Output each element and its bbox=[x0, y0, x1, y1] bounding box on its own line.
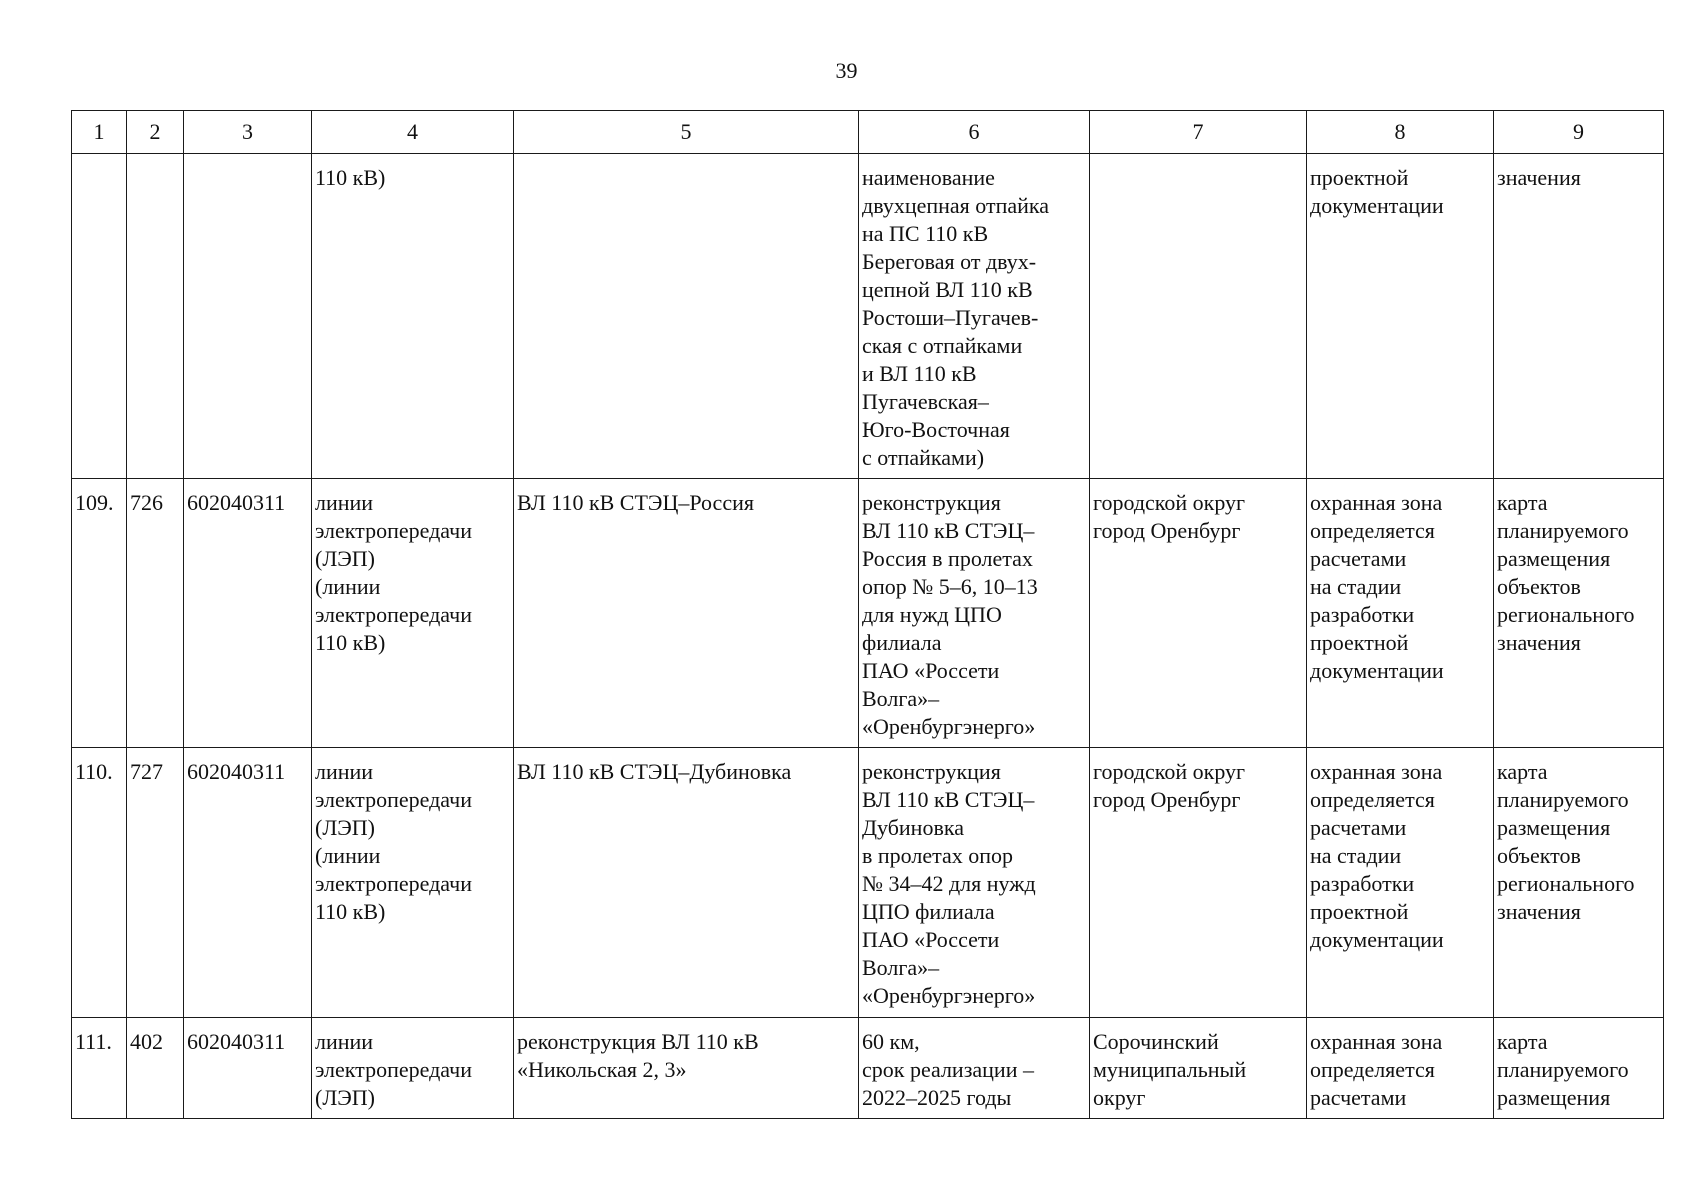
cell-code: 727 bbox=[127, 748, 184, 1018]
cell-map: значения bbox=[1494, 154, 1664, 479]
cell-map: карта планируемого размещения объектов регионального значения bbox=[1494, 479, 1664, 748]
objects-table bbox=[71, 110, 1664, 1119]
cell-location: городской округ город Оренбург bbox=[1090, 748, 1307, 1018]
cell-object-type: линии электропередачи (ЛЭП) (линии электропередачи 110 кВ) bbox=[312, 479, 514, 748]
column-number-2: 2 bbox=[127, 111, 184, 154]
cell-code: 402 bbox=[127, 1018, 184, 1119]
cell-zone: охранная зона определяется расчетами bbox=[1307, 1018, 1494, 1119]
cell-object-name: реконструкция ВЛ 110 кВ «Никольская 2, 3» bbox=[514, 1018, 859, 1119]
table-row bbox=[72, 154, 1664, 479]
column-number-5: 5 bbox=[514, 111, 859, 154]
cell-object-name: ВЛ 110 кВ СТЭЦ–Дубиновка bbox=[514, 748, 859, 1018]
cell-object-type: линии электропередачи (ЛЭП) (линии электропередачи 110 кВ) bbox=[312, 748, 514, 1018]
table-row bbox=[72, 748, 1664, 1018]
column-number-7: 7 bbox=[1090, 111, 1307, 154]
cell-object-type: 110 кВ) bbox=[312, 154, 514, 479]
cell-object-name: ВЛ 110 кВ СТЭЦ–Россия bbox=[514, 479, 859, 748]
cell-index: 110. bbox=[72, 748, 127, 1018]
cell-code bbox=[127, 154, 184, 479]
cell-location bbox=[1090, 154, 1307, 479]
table-row bbox=[72, 1018, 1664, 1119]
cell-location: Сорочинский муниципальный округ bbox=[1090, 1018, 1307, 1119]
cell-characteristics: наименование двухцепная отпайка на ПС 110 кВ Береговая от двух- цепной ВЛ 110 кВ Ростоши–Пугачев- ская с отпайками и ВЛ 110 кВ Пугачевская– Юго-Восточная с отпайками) bbox=[859, 154, 1090, 479]
cell-object-name bbox=[514, 154, 859, 479]
page-number: 39 bbox=[835, 58, 858, 83]
cell-map: карта планируемого размещения bbox=[1494, 1018, 1664, 1119]
column-number-6: 6 bbox=[859, 111, 1090, 154]
column-number-3: 3 bbox=[184, 111, 312, 154]
cell-index bbox=[72, 154, 127, 479]
cell-zone: проектной документации bbox=[1307, 154, 1494, 479]
cell-index: 111. bbox=[72, 1018, 127, 1119]
cell-zone: охранная зона определяется расчетами на стадии разработки проектной документации bbox=[1307, 479, 1494, 748]
column-number-8: 8 bbox=[1307, 111, 1494, 154]
cell-characteristics: реконструкция ВЛ 110 кВ СТЭЦ– Россия в пролетах опор № 5–6, 10–13 для нужд ЦПО филиала ПАО «Россети Волга»– «Оренбургэнерго» bbox=[859, 479, 1090, 748]
cell-index: 109. bbox=[72, 479, 127, 748]
cell-type-code bbox=[184, 154, 312, 479]
cell-type-code: 602040311 bbox=[184, 1018, 312, 1119]
cell-map: карта планируемого размещения объектов регионального значения bbox=[1494, 748, 1664, 1018]
column-number-row bbox=[72, 111, 1664, 154]
cell-characteristics: реконструкция ВЛ 110 кВ СТЭЦ– Дубиновка в пролетах опор № 34–42 для нужд ЦПО филиала ПАО «Россети Волга»– «Оренбургэнерго» bbox=[859, 748, 1090, 1018]
cell-type-code: 602040311 bbox=[184, 748, 312, 1018]
table-row bbox=[72, 479, 1664, 748]
cell-type-code: 602040311 bbox=[184, 479, 312, 748]
cell-characteristics: 60 км, срок реализации – 2022–2025 годы bbox=[859, 1018, 1090, 1119]
column-number-9: 9 bbox=[1494, 111, 1664, 154]
cell-zone: охранная зона определяется расчетами на стадии разработки проектной документации bbox=[1307, 748, 1494, 1018]
cell-code: 726 bbox=[127, 479, 184, 748]
column-number-1: 1 bbox=[72, 111, 127, 154]
cell-object-type: линии электропередачи (ЛЭП) bbox=[312, 1018, 514, 1119]
column-number-4: 4 bbox=[312, 111, 514, 154]
cell-location: городской округ город Оренбург bbox=[1090, 479, 1307, 748]
